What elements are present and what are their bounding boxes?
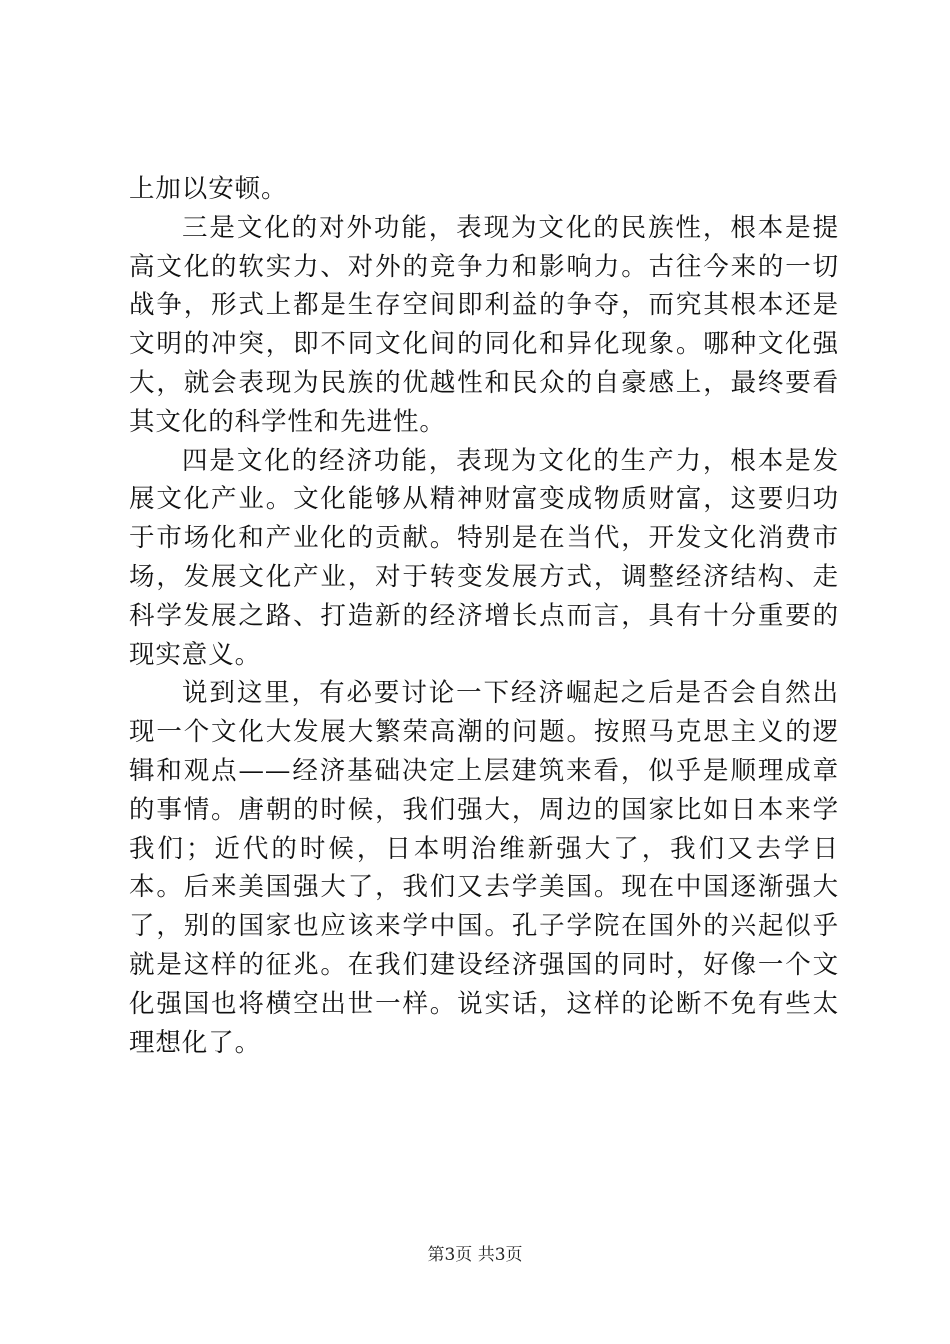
paragraph-external-function: 三是文化的对外功能，表现为文化的民族性，根本是提高文化的软实力、对外的竞争力和影响力。古往今来的一切战争，形式上都是生存空间即利益的争夺，而究其根本还是文明的冲突，即不同文化间的同化和异化现象。哪种文化强大，就会表现为民族的优越性和民众的自豪感上，最终要看其文化的科学性和先进性。 bbox=[129, 212, 839, 437]
paragraph-continuation: 上加以安顿。 bbox=[129, 174, 288, 204]
document-body bbox=[129, 170, 839, 1062]
paragraph-economic-rise-discussion: 说到这里，有必要讨论一下经济崛起之后是否会自然出现一个文化大发展大繁荣高潮的问题。按照马克思主义的逻辑和观点——经济基础决定上层建筑来看，似乎是顺理成章的事情。唐朝的时候，我们强大，周边的国家比如日本来学我们；近代的时候，日本明治维新强大了，我们又去学日本。后来美国强大了，我们又去学美国。现在中国逐渐强大了，别的国家也应该来学中国。孔子学院在国外的兴起似乎就是这样的征兆。在我们建设经济强国的同时，好像一个文化强国也将横空出世一样。说实话，这样的论断不免有些太理想化了。 bbox=[129, 678, 839, 1058]
paragraph-economic-function: 四是文化的经济功能，表现为文化的生产力，根本是发展文化产业。文化能够从精神财富变成物质财富，这要归功于市场化和产业化的贡献。特别是在当代，开发文化消费市场，发展文化产业，对于转变发展方式，调整经济结构、走科学发展之路、打造新的经济增长点而言，具有十分重要的现实意义。 bbox=[129, 445, 839, 670]
page-footer: 第3页 共3页 bbox=[427, 1245, 523, 1265]
